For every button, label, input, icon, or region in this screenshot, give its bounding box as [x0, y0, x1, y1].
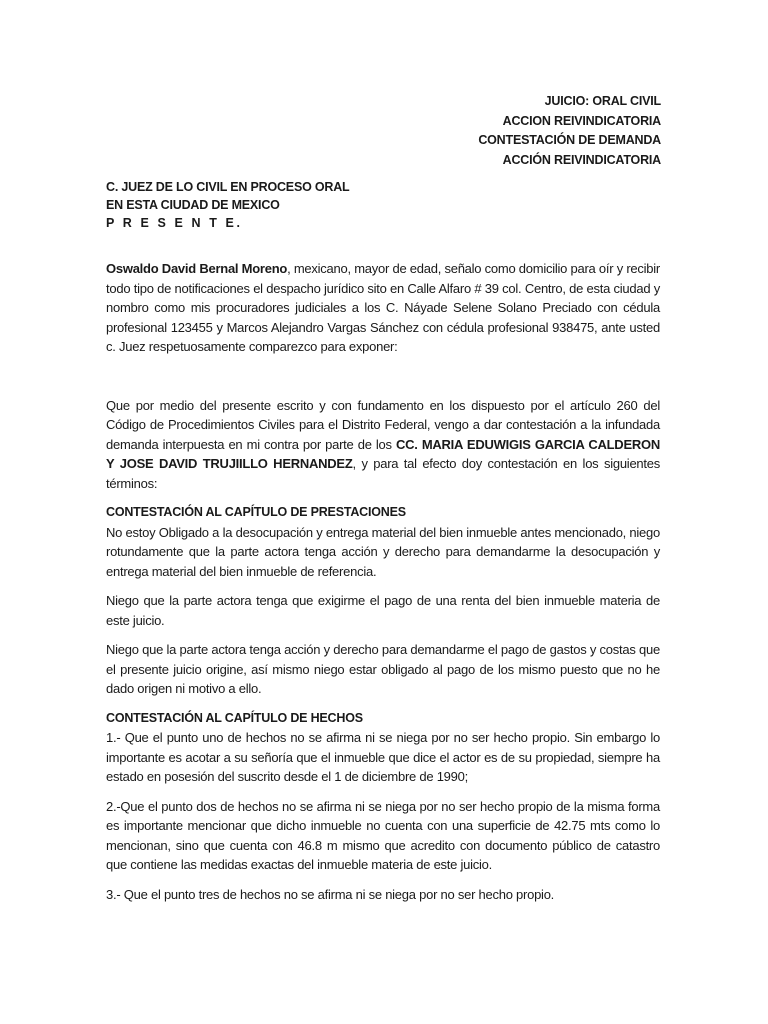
- plaintiff-name: Oswaldo David Bernal Moreno: [106, 261, 288, 276]
- case-header: [478, 92, 661, 170]
- document-type-line: CONTESTACIÓN DE DEMANDA: [478, 133, 661, 147]
- addressee-city: EN ESTA CIUDAD DE MEXICO: [106, 198, 280, 212]
- section-heading-hechos: CONTESTACIÓN AL CAPÍTULO DE HECHOS: [106, 710, 363, 725]
- defendants-names: CC. MARIA EDUWIGIS GARCIA CALDERON Y JOSE DAVID TRUJIILLO HERNANDEZ: [106, 436, 660, 471]
- prestaciones-paragraph: No estoy Obligado a la desocupación y entrega material del bien inmueble antes mencionado, niego rotundamente que la parte actora tenga acción y derecho para demandarme la desocupación y entrega material del bien inmueble de referencia.: [106, 524, 660, 579]
- action-line: ACCION REIVINDICATORIA: [502, 113, 661, 128]
- foundation-text-after: , y para tal efecto doy contestación en los siguientes términos:: [106, 456, 660, 491]
- prestaciones-paragraph: Niego que la parte actora tenga acción y derecho para demandarme el pago de gastos y costas que el presente juicio origine, así mismo niego estar obligado al pago de los mismo puesto que no he dado origen ni motivo a ello.: [106, 642, 660, 696]
- hechos-paragraph: 3.- Que el punto tres de hechos no se afirma ni se niega por no ser hecho propio.: [106, 886, 555, 902]
- intro-text: , mexicano, mayor de edad, señalo como domicilio para oír y recibir todo tipo de notificaciones el despacho jurídico sito en Calle Alfaro # 39 col. Centro, de esta ciudad y nombro como mis procuradores judiciales a los C. Náyade Selene Solano Preciado con cédula profesional 123455 y Marcos Alejandro Vargas Sánchez con cédula profesional 938475, ante usted c. Juez respetuosamente comparezco para exponer:: [106, 261, 660, 354]
- prestaciones-paragraph: Niego que la parte actora tenga que exigirme el pago de una renta del bien inmueble materia de este juicio.: [106, 593, 660, 628]
- document-body: [106, 259, 660, 914]
- section-heading-prestaciones: CONTESTACIÓN AL CAPÍTULO DE PRESTACIONES: [106, 505, 406, 519]
- intro-paragraph: [106, 259, 660, 357]
- foundation-paragraph: [106, 396, 660, 494]
- case-type-line: JUICIO: ORAL CIVIL: [544, 94, 661, 108]
- addressee-presente: P R E S E N T E.: [106, 216, 243, 230]
- hechos-paragraph: 2.-Que el punto dos de hechos no se afirma ni se niega por no ser hecho propio de la misma forma es importante mencionar que dicho inmueble no cuenta con una superficie de 42.75 mts como lo mencionan, sino que cuenta con 46.8 m mismo que acredito con documento público de catastro que contiene las medidas exactas del inmueble materia de este juicio.: [106, 798, 660, 872]
- addressee-judge: C. JUEZ DE LO CIVIL EN PROCESO ORAL: [106, 180, 350, 194]
- foundation-text-before: Que por medio del presente escrito y con fundamento en los dispuesto por el artículo 260 del Código de Procedimientos Civiles para el Distrito Federal, vengo a dar contestación a la infundada demanda interpuesta en mi contra por parte de los: [106, 397, 660, 452]
- hechos-paragraph: 1.- Que el punto uno de hechos no se afirma ni se niega por no ser hecho propio. Sin embargo lo importante es acotar a su señoría que el inmueble que dice el actor es de su propiedad, siempre ha estado en posesión del suscrito desde el 1 de diciembre de 1990;: [106, 730, 660, 784]
- addressee-block: [106, 178, 350, 232]
- action-line-2: ACCIÓN REIVINDICATORIA: [502, 152, 661, 167]
